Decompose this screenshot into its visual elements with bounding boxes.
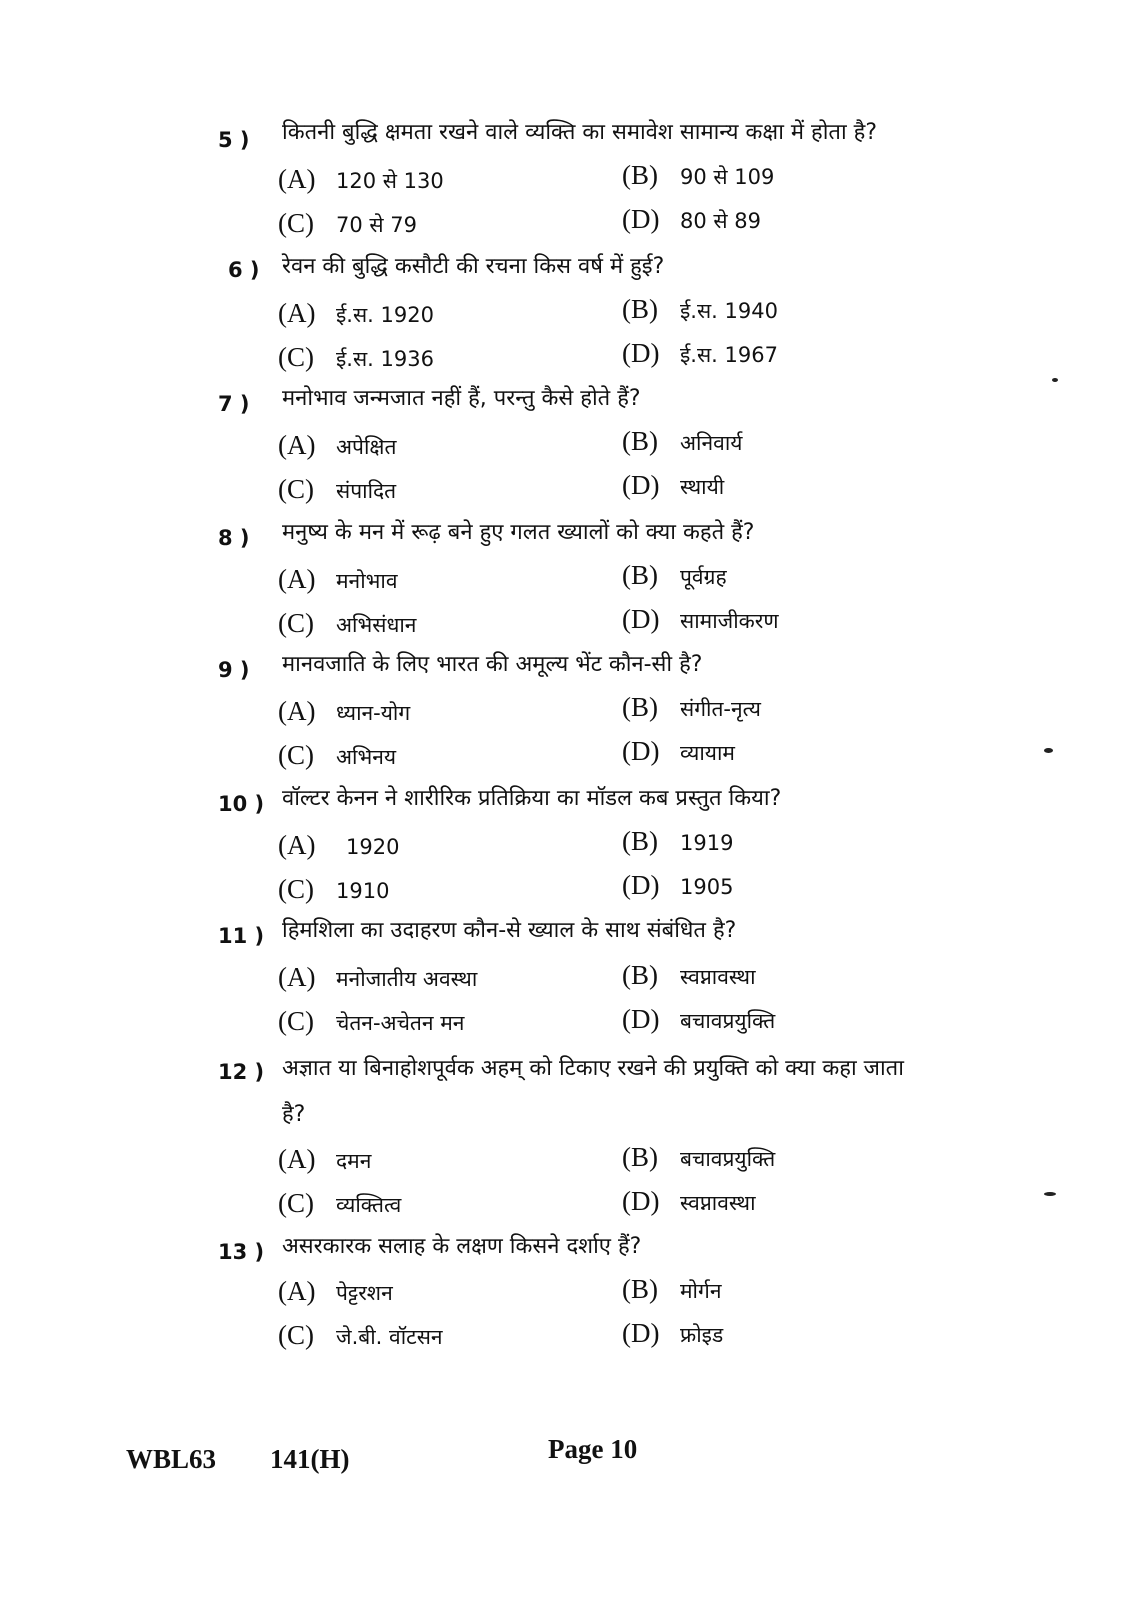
question-number: 10 ) — [218, 792, 265, 816]
option-c: (C) अभिनय — [278, 740, 397, 770]
option-a: (A) 1920 — [278, 830, 400, 860]
question-text: कितनी बुद्धि क्षमता रखने वाले व्यक्ति का समावेश सामान्य कक्षा में होता है? — [282, 120, 878, 145]
question-number: 7 ) — [218, 392, 250, 416]
question-text: अज्ञात या बिनाहोशपूर्वक अहम् को टिकाए रखने की प्रयुक्ति को क्या कहा जाता है? — [282, 1056, 904, 1127]
option-a: (A) ध्यान-योग — [278, 696, 411, 726]
option-d: (D) स्वप्नावस्था — [622, 1186, 756, 1216]
question-number: 9 ) — [218, 658, 250, 682]
question-text: मानवजाति के लिए भारत की अमूल्य भेंट कौन-सी है? — [282, 652, 703, 677]
option-a: (A) मनोभाव — [278, 564, 398, 594]
option-b: (B) स्वप्नावस्था — [622, 960, 756, 990]
option-c: (C) अभिसंधान — [278, 608, 417, 638]
option-b: (B) 1919 — [622, 826, 734, 856]
option-b: (B) 90 से 109 — [622, 160, 775, 190]
question-number: 12 ) — [218, 1060, 265, 1084]
option-a: (A) दमन — [278, 1144, 372, 1174]
footer-paper: 141(H) — [270, 1444, 350, 1474]
question-text: रेवन की बुद्धि कसौटी की रचना किस वर्ष में हुई? — [282, 254, 665, 279]
scan-speck — [1044, 748, 1053, 753]
option-b: (B) बचावप्रयुक्ति — [622, 1142, 776, 1172]
option-d: (D) सामाजीकरण — [622, 604, 779, 634]
scan-speck — [1052, 378, 1058, 382]
option-a: (A) 120 से 130 — [278, 164, 444, 194]
option-d: (D) बचावप्रयुक्ति — [622, 1004, 776, 1034]
option-b: (B) अनिवार्य — [622, 426, 743, 456]
option-b: (B) संगीत-नृत्य — [622, 692, 761, 722]
option-c: (C) जे.बी. वॉटसन — [278, 1320, 443, 1350]
option-a: (A) अपेक्षित — [278, 430, 397, 460]
option-a: (A) ई.स. 1920 — [278, 298, 434, 328]
question-number: 5 ) — [218, 128, 250, 152]
option-d: (D) 1905 — [622, 870, 734, 900]
option-c: (C) संपादित — [278, 474, 397, 504]
question-text: मनुष्य के मन में रूढ़ बने हुए गलत ख्यालों को क्या कहते हैं? — [282, 520, 755, 545]
option-c: (C) व्यक्तित्व — [278, 1188, 402, 1218]
scan-speck — [1044, 1192, 1056, 1196]
question-number: 13 ) — [218, 1240, 265, 1264]
option-d: (D) फ्रोइड — [622, 1318, 724, 1348]
option-c: (C) 1910 — [278, 874, 390, 904]
footer-code: WBL63 — [126, 1444, 217, 1474]
question-number: 6 ) — [228, 258, 260, 282]
question-number: 8 ) — [218, 526, 250, 550]
question-text: असरकारक सलाह के लक्षण किसने दर्शाए हैं? — [282, 1234, 642, 1259]
option-d: (D) 80 से 89 — [622, 204, 761, 234]
option-b: (B) ई.स. 1940 — [622, 294, 778, 324]
option-c: (C) 70 से 79 — [278, 208, 417, 238]
question-text: वॉल्टर केनन ने शारीरिक प्रतिक्रिया का मॉडल कब प्रस्तुत किया? — [282, 786, 782, 811]
option-b: (B) मोर्गन — [622, 1274, 722, 1304]
option-c: (C) ई.स. 1936 — [278, 342, 434, 372]
option-c: (C) चेतन-अचेतन मन — [278, 1006, 465, 1036]
option-a: (A) पेट्टरशन — [278, 1276, 393, 1306]
option-d: (D) व्यायाम — [622, 736, 735, 766]
page-number: Page 10 — [548, 1434, 638, 1464]
option-d: (D) स्थायी — [622, 470, 725, 500]
option-b: (B) पूर्वग्रह — [622, 560, 727, 590]
option-d: (D) ई.स. 1967 — [622, 338, 778, 368]
question-text: हिमशिला का उदाहरण कौन-से ख्याल के साथ संबंधित है? — [282, 918, 737, 943]
question-text: मनोभाव जन्मजात नहीं हैं, परन्तु कैसे होते हैं? — [282, 386, 641, 411]
option-a: (A) मनोजातीय अवस्था — [278, 962, 478, 992]
question-number: 11 ) — [218, 924, 265, 948]
